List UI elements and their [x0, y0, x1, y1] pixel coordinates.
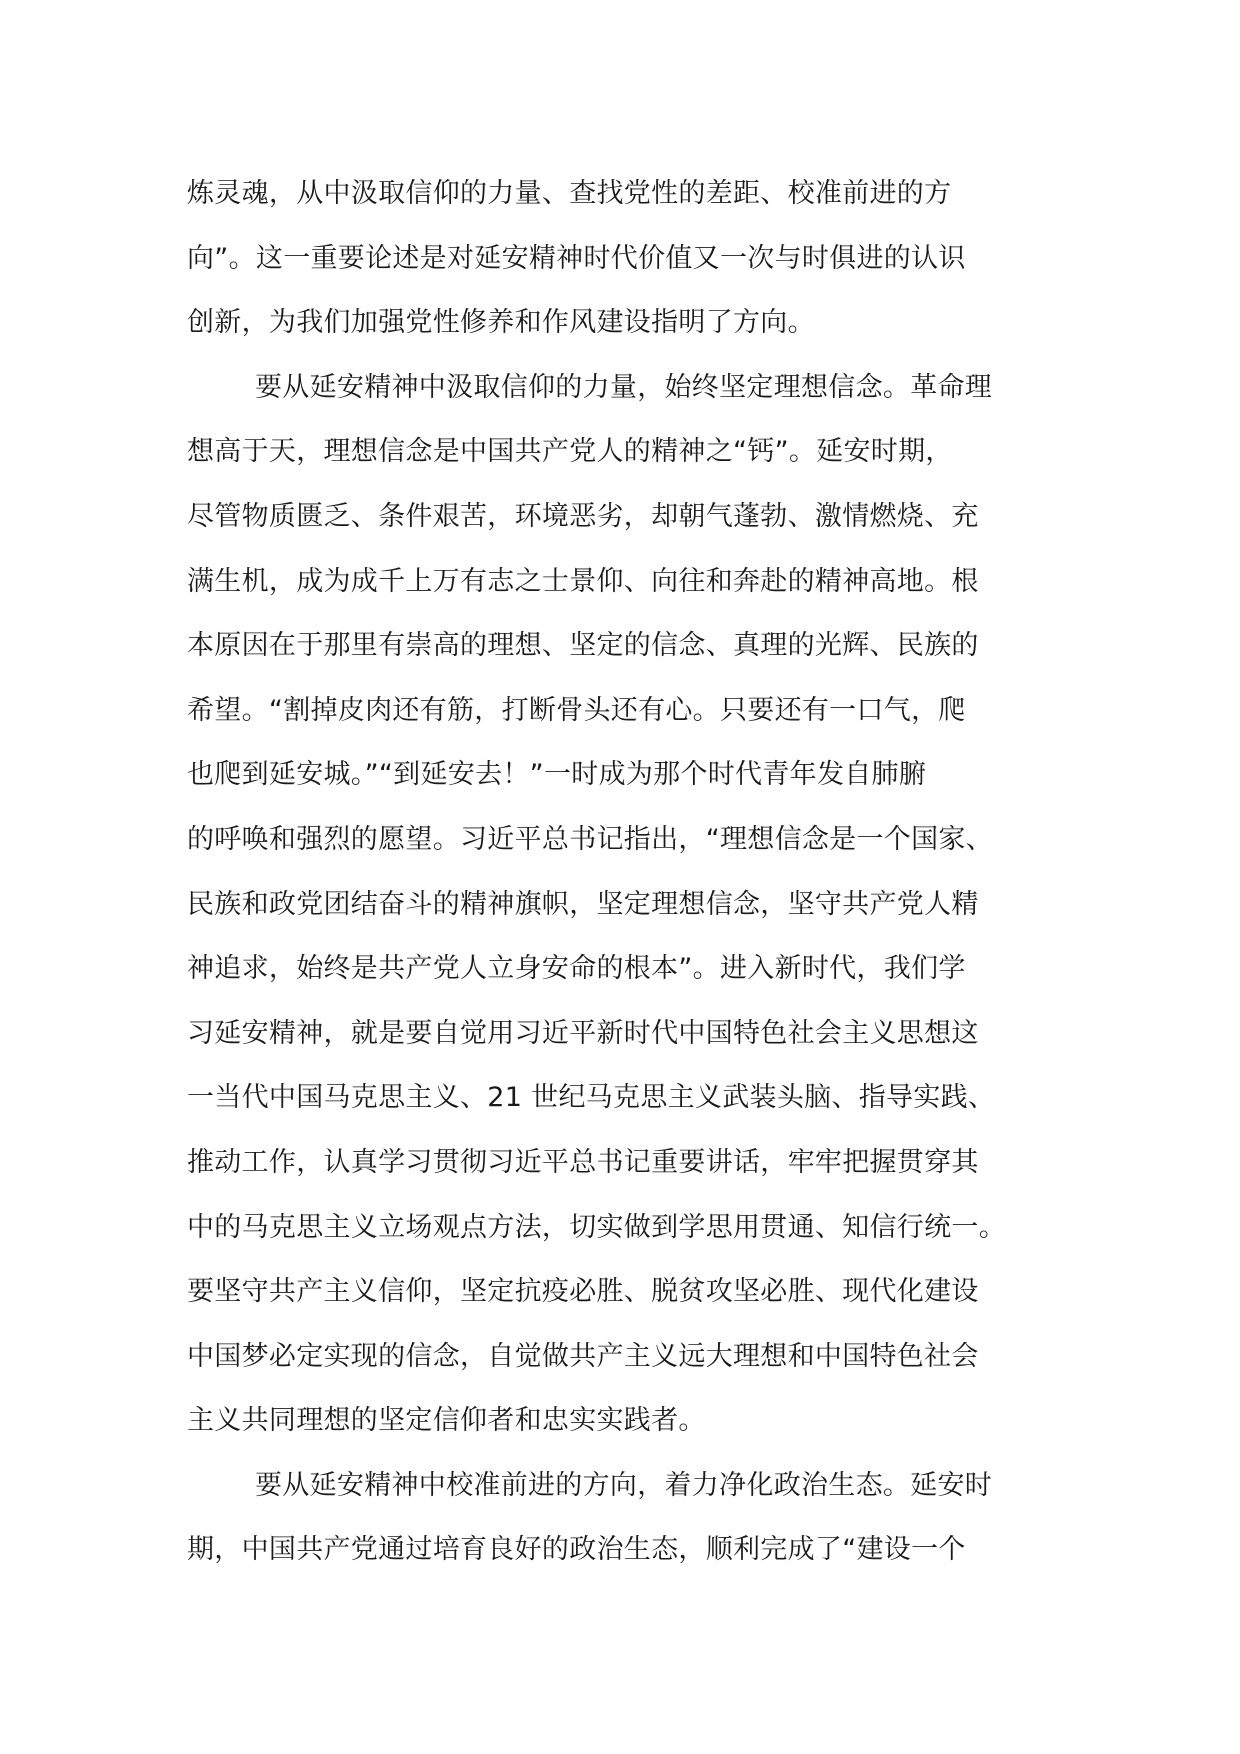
text-line: 也爬到延安城。”“到延安去！”一时成为那个时代青年发自肺腑 [187, 759, 927, 791]
paragraph-2 [187, 356, 1067, 1454]
text-line: 要从延安精神中校准前进的方向，着力净化政治生态。延安时 [255, 1469, 993, 1501]
text-line: 中的马克思主义立场观点方法，切实做到学思用贯通、知信行统一。 [187, 1211, 1006, 1243]
text-line: 一当代中国马克思主义、21 世纪马克思主义武装头脑、指导实践、 [187, 1082, 996, 1114]
text-line: 炼灵魂，从中汲取信仰的力量、查找党性的差距、校准前进的方 [187, 178, 952, 209]
text-line: 推动工作，认真学习贯彻习近平总书记重要讲话，牢牢把握贯穿其 [187, 1146, 979, 1178]
paragraph-1 [187, 162, 1067, 356]
text-line: 本原因在于那里有崇高的理想、坚定的信念、真理的光辉、民族的 [187, 630, 979, 662]
text-line: 要坚守共产主义信仰，坚定抗疫必胜、脱贫攻坚必胜、现代化建设 [187, 1276, 979, 1308]
text-line: 中国梦必定实现的信念，自觉做共产主义远大理想和中国特色社会 [187, 1340, 979, 1372]
text-line: 的呼唤和强烈的愿望。习近平总书记指出，“理想信念是一个国家、 [187, 823, 993, 855]
document-body [187, 162, 1067, 1583]
text-line: 尽管物质匮乏、条件艰苦，环境恶劣，却朝气蓬勃、激情燃烧、充 [187, 500, 979, 532]
text-line: 期，中国共产党通过培育良好的政治生态，顺利完成了“建设一个 [187, 1534, 966, 1566]
text-line: 民族和政党团结奋斗的精神旗帜，坚定理想信念，坚守共产党人精 [187, 888, 979, 920]
text-line: 习延安精神，就是要自觉用习近平新时代中国特色社会主义思想这 [187, 1017, 979, 1049]
text-line: 要从延安精神中汲取信仰的力量，始终坚定理想信念。革命理 [255, 371, 993, 403]
text-line: 主义共同理想的坚定信仰者和忠实实践者。 [187, 1405, 706, 1437]
paragraph-3 [187, 1454, 1067, 1583]
text-line: 向”。这一重要论述是对延安精神时代价值又一次与时俱进的认识 [187, 242, 966, 274]
text-line: 希望。“割掉皮肉还有筋，打断骨头还有心。只要还有一口气，爬 [187, 694, 966, 726]
text-line: 想高于天，理想信念是中国共产党人的精神之“钙”。延安时期， [187, 436, 953, 468]
text-line: 创新，为我们加强党性修养和作风建设指明了方向。 [187, 307, 815, 339]
text-line: 神追求，始终是共产党人立身安命的根本”。进入新时代，我们学 [187, 953, 966, 985]
text-line: 满生机，成为成千上万有志之士景仰、向往和奔赴的精神高地。根 [187, 565, 979, 597]
